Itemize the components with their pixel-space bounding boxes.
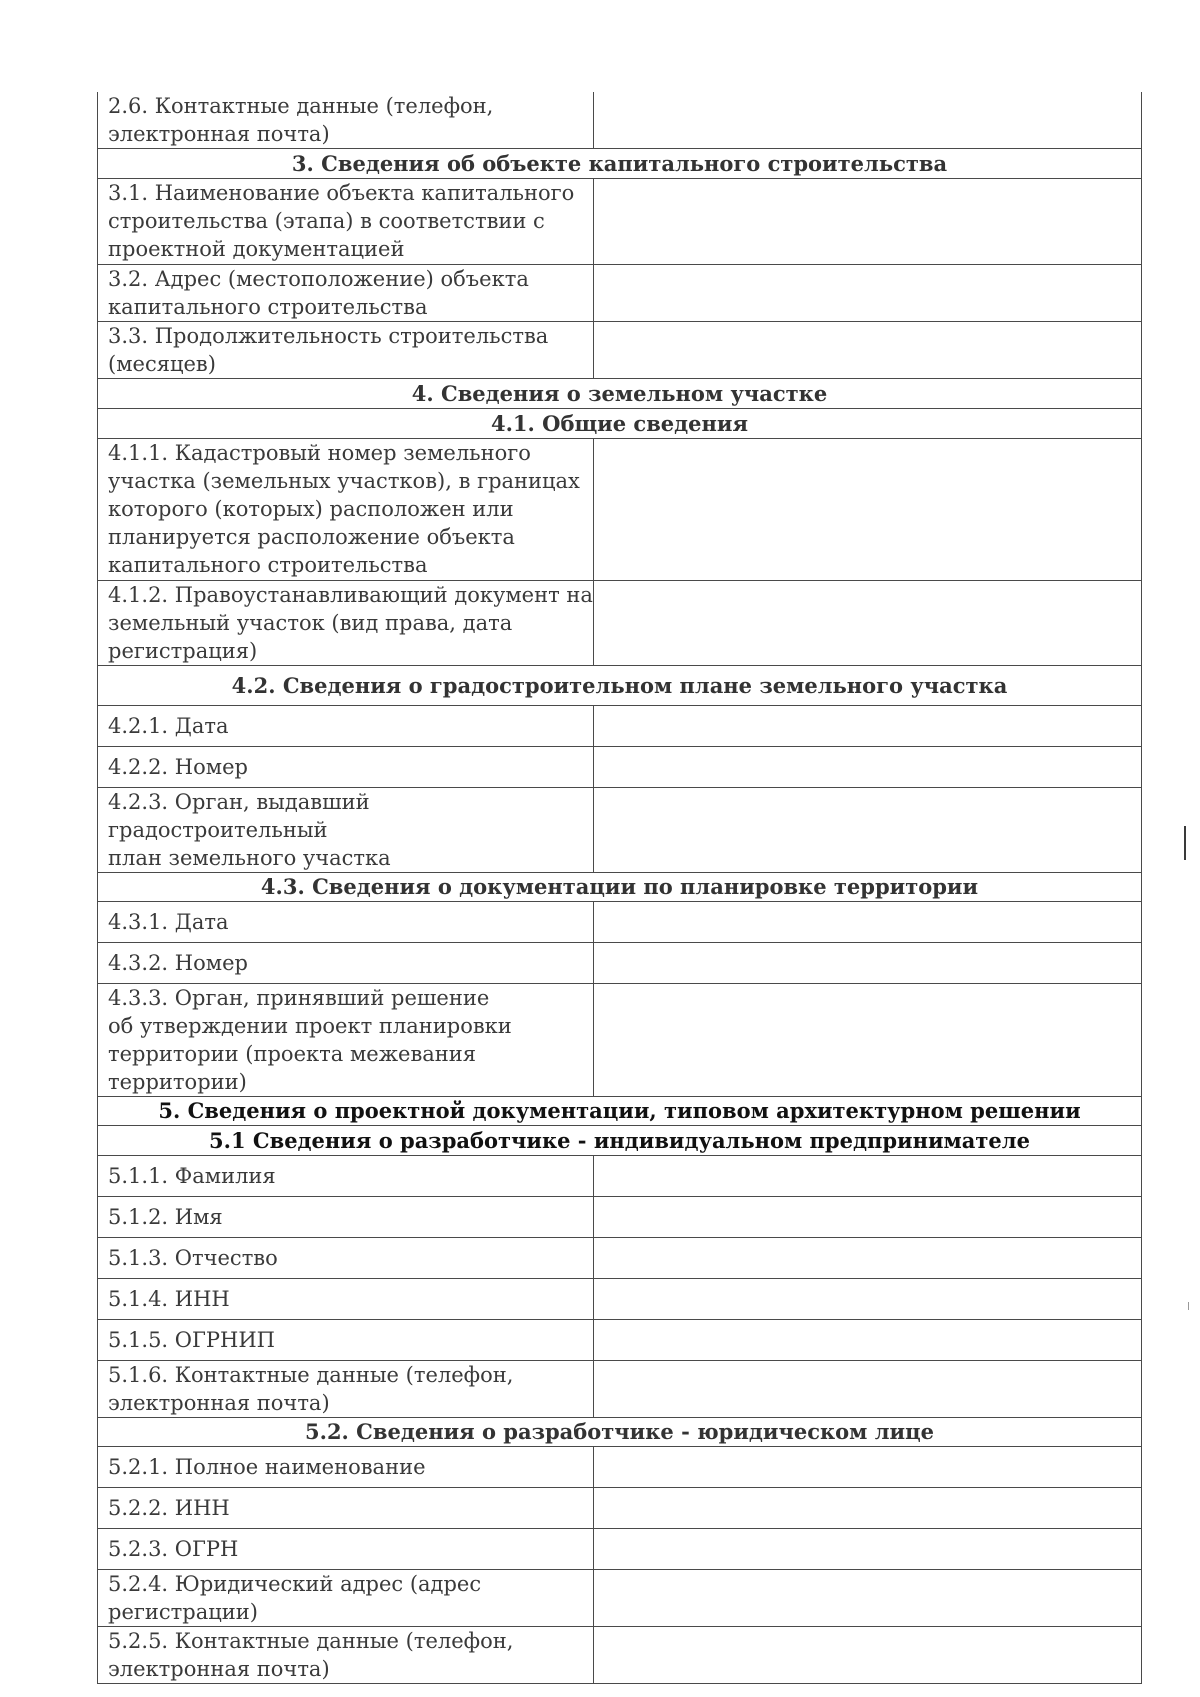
field-value-cell[interactable] xyxy=(594,1447,1142,1488)
field-value-cell[interactable] xyxy=(594,439,1142,581)
field-value-cell[interactable] xyxy=(594,902,1142,943)
field-label: 4.2.3. Орган, выдавший градостроительный план земельного участка xyxy=(98,788,594,873)
field-value-cell[interactable] xyxy=(594,1488,1142,1529)
field-row xyxy=(98,439,1142,581)
field-row xyxy=(98,984,1142,1097)
section-header: 4.3. Сведения о документации по планировке территории xyxy=(98,873,1142,902)
section-header: 5.1 Сведения о разработчике - индивидуальном предпринимателе xyxy=(98,1126,1142,1156)
field-label: 5.2.2. ИНН xyxy=(98,1488,594,1529)
field-row xyxy=(98,1197,1142,1238)
scan-mark xyxy=(1184,826,1186,860)
field-value-cell[interactable] xyxy=(594,1320,1142,1361)
field-label: 5.1.3. Отчество xyxy=(98,1238,594,1279)
field-label: 5.1.4. ИНН xyxy=(98,1279,594,1320)
field-value-cell[interactable] xyxy=(594,581,1142,666)
field-label: 4.2.1. Дата xyxy=(98,706,594,747)
section-header: 4.1. Общие сведения xyxy=(98,409,1142,439)
field-row xyxy=(98,788,1142,873)
field-row xyxy=(98,1156,1142,1197)
field-value-cell[interactable] xyxy=(594,265,1142,322)
field-label: 5.1.1. Фамилия xyxy=(98,1156,594,1197)
field-label: 2.6. Контактные данные (телефон, электронная почта) xyxy=(98,92,594,149)
field-value-cell[interactable] xyxy=(594,1529,1142,1570)
field-label: 4.3.3. Орган, принявший решение об утверждении проект планировки территории (проекта межевания территории) xyxy=(98,984,594,1097)
field-label: 5.2.1. Полное наименование xyxy=(98,1447,594,1488)
field-row xyxy=(98,322,1142,379)
field-row xyxy=(98,1279,1142,1320)
form-body xyxy=(98,92,1142,1684)
field-value-cell[interactable] xyxy=(594,788,1142,873)
field-value-cell[interactable] xyxy=(594,92,1142,149)
field-row xyxy=(98,92,1142,149)
section-header: 4. Сведения о земельном участке xyxy=(98,379,1142,409)
section-header: 4.2. Сведения о градостроительном плане земельного участка xyxy=(98,666,1142,706)
field-label: 5.1.2. Имя xyxy=(98,1197,594,1238)
section-row xyxy=(98,149,1142,179)
section-row xyxy=(98,1097,1142,1126)
field-row xyxy=(98,706,1142,747)
field-row xyxy=(98,1570,1142,1627)
field-value-cell[interactable] xyxy=(594,1627,1142,1684)
section-header: 5. Сведения о проектной документации, типовом архитектурном решении xyxy=(98,1097,1142,1126)
field-value-cell[interactable] xyxy=(594,706,1142,747)
field-row xyxy=(98,1529,1142,1570)
field-value-cell[interactable] xyxy=(594,1279,1142,1320)
section-row xyxy=(98,379,1142,409)
section-header: 3. Сведения об объекте капитального строительства xyxy=(98,149,1142,179)
field-row xyxy=(98,581,1142,666)
field-value-cell[interactable] xyxy=(594,747,1142,788)
field-value-cell[interactable] xyxy=(594,1361,1142,1418)
field-label: 5.1.5. ОГРНИП xyxy=(98,1320,594,1361)
field-row xyxy=(98,747,1142,788)
field-row xyxy=(98,1320,1142,1361)
field-label: 4.1.2. Правоустанавливающий документ на земельный участок (вид права, дата регистрация) xyxy=(98,581,594,666)
field-row xyxy=(98,943,1142,984)
field-label: 3.2. Адрес (местоположение) объекта капитального строительства xyxy=(98,265,594,322)
field-label: 5.2.5. Контактные данные (телефон, электронная почта) xyxy=(98,1627,594,1684)
field-label: 5.2.4. Юридический адрес (адрес регистрации) xyxy=(98,1570,594,1627)
field-value-cell[interactable] xyxy=(594,943,1142,984)
scan-mark-small xyxy=(1188,1302,1189,1310)
field-value-cell[interactable] xyxy=(594,1197,1142,1238)
field-row xyxy=(98,265,1142,322)
section-row xyxy=(98,873,1142,902)
field-label: 5.1.6. Контактные данные (телефон, электронная почта) xyxy=(98,1361,594,1418)
field-value-cell[interactable] xyxy=(594,1238,1142,1279)
field-row xyxy=(98,1447,1142,1488)
field-row xyxy=(98,1488,1142,1529)
field-value-cell[interactable] xyxy=(594,322,1142,379)
field-label: 3.1. Наименование объекта капитального строительства (этапа) в соответствии с проектной документацией xyxy=(98,179,594,265)
field-label: 4.2.2. Номер xyxy=(98,747,594,788)
field-value-cell[interactable] xyxy=(594,179,1142,265)
section-row xyxy=(98,409,1142,439)
field-row xyxy=(98,1361,1142,1418)
field-label: 5.2.3. ОГРН xyxy=(98,1529,594,1570)
field-value-cell[interactable] xyxy=(594,1570,1142,1627)
field-label: 3.3. Продолжительность строительства (месяцев) xyxy=(98,322,594,379)
section-row xyxy=(98,1126,1142,1156)
field-label: 4.3.1. Дата xyxy=(98,902,594,943)
field-value-cell[interactable] xyxy=(594,984,1142,1097)
field-label: 4.1.1. Кадастровый номер земельного участка (земельных участков), в границах которого (которых) расположен или планируется расположение объекта капитального строительства xyxy=(98,439,594,581)
field-row xyxy=(98,179,1142,265)
field-value-cell[interactable] xyxy=(594,1156,1142,1197)
field-row xyxy=(98,1238,1142,1279)
section-row xyxy=(98,666,1142,706)
section-header: 5.2. Сведения о разработчике - юридическом лице xyxy=(98,1418,1142,1447)
section-row xyxy=(98,1418,1142,1447)
field-row xyxy=(98,1627,1142,1684)
field-label: 4.3.2. Номер xyxy=(98,943,594,984)
field-row xyxy=(98,902,1142,943)
form-table xyxy=(97,92,1142,1684)
